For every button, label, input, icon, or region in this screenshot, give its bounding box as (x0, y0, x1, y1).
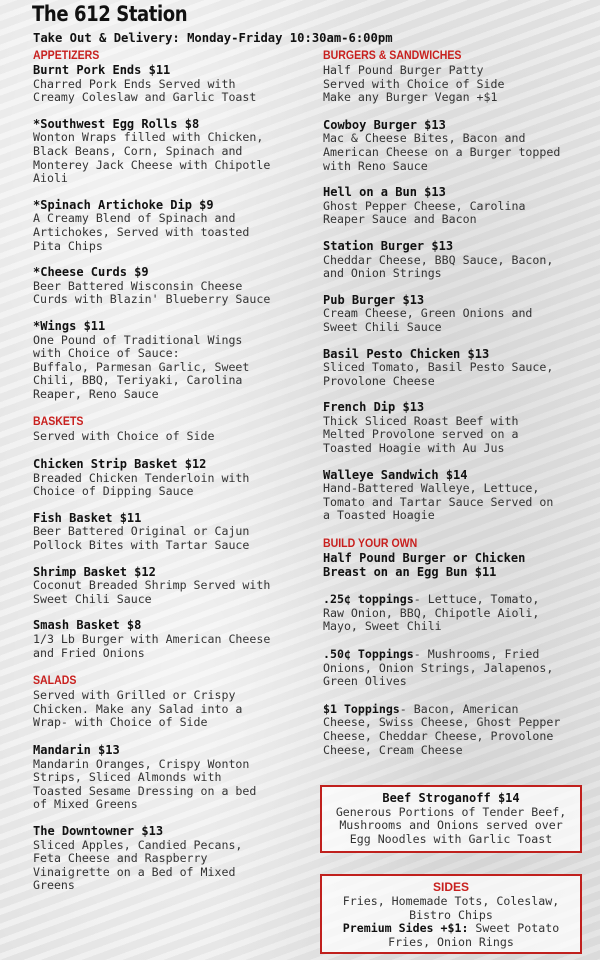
salads-list (33, 744, 301, 893)
salads-heading: SALADS (33, 673, 77, 688)
menu-item-desc: A Creamy Blend of Spinach and Artichokes, Served with toasted Pita Chips (33, 211, 250, 253)
topping-tier-label: .25¢ toppings (323, 592, 414, 607)
menu-item (33, 619, 301, 660)
menu-item (323, 186, 585, 227)
menu-item (323, 294, 585, 335)
premium-sides-label: Premium Sides +$1: (342, 921, 469, 936)
salads-note: Served with Grilled or Crispy Chicken. Make any Salad into a Wrap- with Choice of Side (33, 688, 243, 730)
menu-item (33, 512, 301, 553)
menu-item-name: The Downtowner $13 (33, 823, 164, 838)
sides-desc: Fries, Homemade Tots, Coleslaw, Bistro Chips (342, 894, 560, 922)
special-desc: Generous Portions of Tender Beef, Mushrooms and Onions served over Egg Noodles with Garlic Toast (335, 804, 567, 846)
menu-item (33, 566, 301, 607)
menu-item-name: Mandarin $13 (33, 742, 120, 757)
menu-item (323, 401, 585, 455)
menu-item-desc: One Pound of Traditional Wings with Choice of Sauce: Buffalo, Parmesan Garlic, Sweet Chili, BBQ, Teriyaki, Carolina Reaper, Reno Sauce (33, 332, 250, 401)
menu-item-name: Station Burger $13 (323, 238, 454, 253)
menu-item-name: Cowboy Burger $13 (323, 117, 446, 132)
topping-tier-text: - Mushrooms, Fried Onions, Onion Strings, Jalapenos, Green Olives (323, 647, 554, 689)
menu-item-name: Hell on a Bun $13 (323, 185, 446, 200)
menu-item (33, 266, 301, 307)
premium-sides-text: Sweet Potato Fries, Onion Rings (388, 921, 560, 949)
appetizers-list (33, 64, 301, 401)
menu-item-desc: Mac & Cheese Bites, Bacon and American Cheese on a Burger topped with Reno Sauce (323, 131, 561, 173)
right-column (323, 48, 585, 771)
menu-item-name: Chicken Strip Basket $12 (33, 457, 207, 472)
toppings-list (323, 593, 585, 757)
menu-item-name: Smash Basket $8 (33, 618, 142, 633)
baskets-heading: BASKETS (33, 414, 84, 429)
menu-item-desc: Sliced Tomato, Basil Pesto Sauce, Provolone Cheese (323, 360, 554, 388)
special-box (320, 785, 582, 853)
menu-item-desc: Charred Pork Ends Served with Creamy Coleslaw and Garlic Toast (33, 76, 257, 105)
appetizers-heading: APPETIZERS (33, 48, 100, 62)
menu-item-desc: Beer Battered Original or Cajun Pollock Bites with Tartar Sauce (33, 524, 250, 553)
burgers-note: Half Pound Burger Patty Served with Choice of Side Make any Burger Vegan +$1 (323, 63, 505, 105)
menu-item-name: Walleye Sandwich $14 (323, 467, 468, 482)
menu-item-desc: Cream Cheese, Green Onions and Sweet Chili Sauce (323, 306, 533, 334)
topping-tier (323, 648, 585, 689)
topping-tier-label: $1 Toppings (323, 701, 400, 716)
menu-item (323, 119, 585, 173)
build-heading: BUILD YOUR OWN (323, 536, 418, 551)
special-title: Beef Stroganoff $14 (382, 791, 520, 805)
menu-item-desc: Coconut Breaded Shrimp Served with Sweet Chili Sauce (33, 578, 271, 606)
left-column (33, 48, 301, 906)
menu-item-name: *Southwest Egg Rolls $8 (33, 116, 200, 131)
menu-item-desc: 1/3 Lb Burger with American Cheese and Fried Onions (33, 632, 271, 660)
menu-item-desc: Sliced Apples, Candied Pecans, Feta Cheese and Raspberry Vinaigrette on a Bed of Mixed Greens (33, 837, 243, 893)
menu-item-desc: Thick Sliced Roast Beef with Melted Provolone served on a Toasted Hoagie with Au Jus (323, 413, 519, 456)
topping-tier-text: - Lettuce, Tomato, Raw Onion, BBQ, Chipotle Aioli, Mayo, Sweet Chili (323, 592, 540, 634)
menu-item-desc: Cheddar Cheese, BBQ Sauce, Bacon, and Onion Strings (323, 252, 554, 281)
menu-item-name: Pub Burger $13 (323, 292, 425, 307)
menu-item-desc: Ghost Pepper Cheese, Carolina Reaper Sauce and Bacon (323, 198, 526, 227)
menu-item-name: Burnt Pork Ends $11 (33, 63, 171, 77)
menu-item (323, 240, 585, 281)
menu-item-desc: Beer Battered Wisconsin Cheese Curds with Blazin' Blueberry Sauce (33, 278, 271, 307)
menu-item-name: French Dip $13 (323, 400, 425, 415)
burgers-list (323, 119, 585, 523)
menu-item-desc: Wonton Wraps filled with Chicken, Black Beans, Corn, Spinach and Monterey Jack Cheese with Chipotle Aioli (33, 130, 271, 186)
baskets-list (33, 458, 301, 660)
menu-item (33, 320, 301, 402)
sides-heading: SIDES (432, 880, 469, 894)
menu-item (33, 744, 301, 812)
burgers-heading: BURGERS & SANDWICHES (323, 48, 462, 62)
menu-item-desc: Breaded Chicken Tenderloin with Choice of Dipping Sauce (33, 470, 250, 499)
menu-item (33, 458, 301, 499)
menu-item-name: *Cheese Curds $9 (33, 265, 149, 280)
topping-tier (323, 593, 585, 634)
menu-item-desc: Hand-Battered Walleye, Lettuce, Tomato and Tartar Sauce Served on a Toasted Hoagie (323, 481, 554, 523)
topping-tier-label: .50¢ Toppings (323, 647, 414, 661)
topping-tier (323, 703, 585, 757)
menu-item (33, 118, 301, 186)
menu-item (33, 825, 301, 893)
menu-item (323, 348, 585, 389)
premium-sides (330, 922, 572, 949)
menu-item (33, 64, 301, 105)
menu-item-name: Fish Basket $11 (33, 510, 142, 525)
menu-item (323, 469, 585, 523)
hours-line: Take Out & Delivery: Monday-Friday 10:30am-6:00pm (33, 31, 393, 45)
baskets-note: Served with Choice of Side (33, 429, 215, 444)
menu-item-name: Basil Pesto Chicken $13 (323, 346, 490, 361)
sides-box (320, 874, 582, 954)
topping-tier-text: - Bacon, American Cheese, Swiss Cheese, Ghost Pepper Cheese, Cheddar Cheese, Provolone Cheese, Cream Cheese (323, 701, 561, 757)
restaurant-title: The 612 Station (32, 2, 188, 26)
menu-item-name: *Wings $11 (33, 318, 106, 333)
menu-item (33, 199, 301, 253)
menu-item-desc: Mandarin Oranges, Crispy Wonton Strips, Sliced Almonds with Toasted Sesame Dressing on a bed of Mixed Greens (33, 756, 257, 812)
menu-item-name: Shrimp Basket $12 (33, 564, 156, 579)
build-title: Half Pound Burger or Chicken Breast on an Egg Bun $11 (323, 551, 526, 579)
menu-item-name: *Spinach Artichoke Dip $9 (33, 197, 214, 212)
